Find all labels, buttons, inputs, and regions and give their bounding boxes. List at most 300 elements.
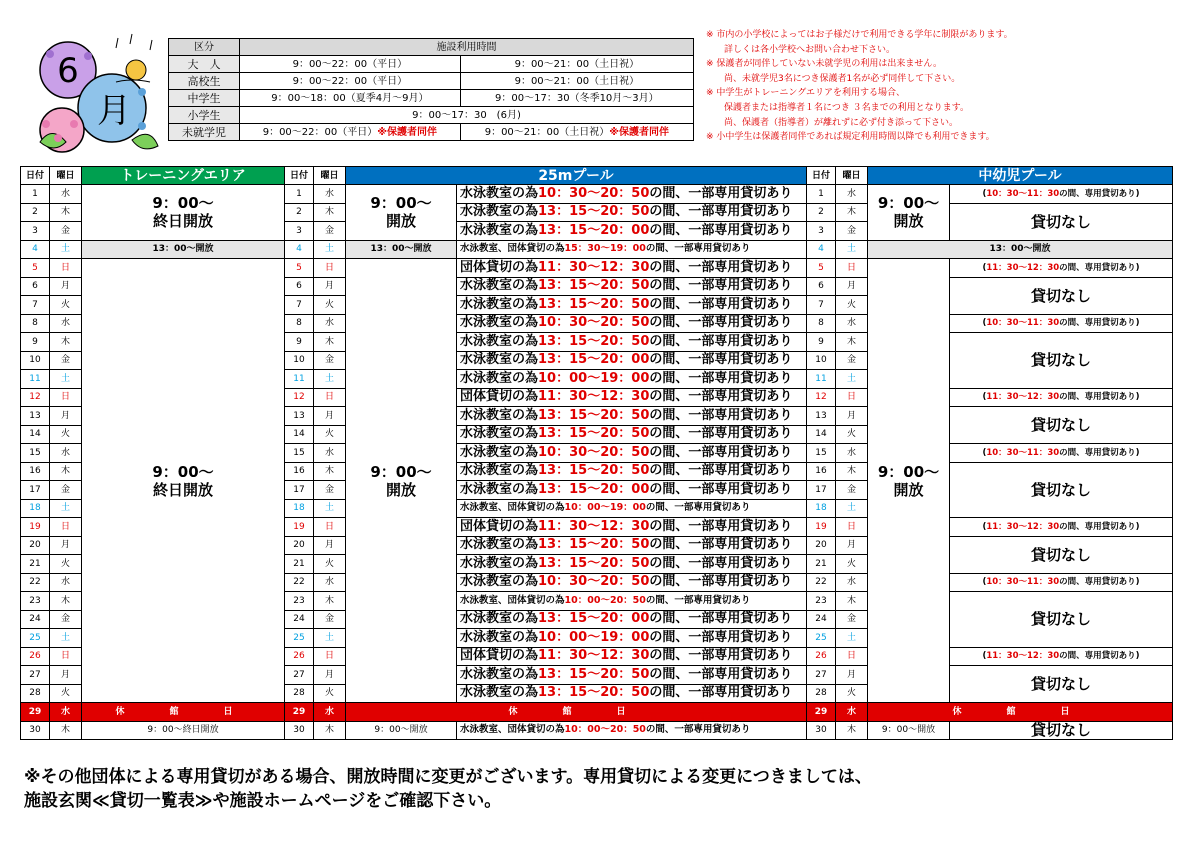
hours-preschool-weekend: 9：00～21：00（土日祝）※保護者同伴 <box>460 124 693 141</box>
dow-cell: 火 <box>50 296 82 315</box>
msg-post: 団体貸切の為 <box>507 724 565 736</box>
msg-pre: 水泳教室の為 <box>460 629 539 645</box>
msg-pre: 水泳教室の為 <box>460 666 539 682</box>
date-cell: 23 <box>285 592 314 611</box>
date-cell: 21 <box>807 555 836 574</box>
note-line: ※ 中学生がトレーニングエリアを利用する場合、 <box>706 88 906 99</box>
kids-no-rental: 貸切なし <box>950 277 1173 314</box>
msg-time: 10：00～19：00 <box>538 629 650 645</box>
date-cell: 17 <box>21 481 50 500</box>
note-post: の間、専用貸切あり) <box>1059 447 1140 458</box>
date-cell: 25 <box>807 629 836 648</box>
msg-pre: 水泳教室の為 <box>460 685 539 701</box>
msg-time: 10：30～20：50 <box>538 315 650 331</box>
dow-cell: 日 <box>314 388 346 407</box>
dow-cell: 日 <box>50 259 82 278</box>
note-line: 詳しくは各小学校へお問い合わせ下さい。 <box>724 44 896 55</box>
pool-rental-msg <box>457 333 807 352</box>
date-cell: 1 <box>285 185 314 204</box>
date-cell: 2 <box>21 203 50 222</box>
msg-post: の間、一部専用貸切あり <box>649 426 793 442</box>
msg-post: の間、一部専用貸切あり <box>649 259 793 275</box>
col-dow: 曜日 <box>836 167 868 185</box>
pool-rental-msg <box>457 388 807 407</box>
kids-rental-note <box>950 185 1173 204</box>
note-line: 尚、未就学児3名につき保護者1名が必ず同伴して下さい。 <box>724 73 961 84</box>
dow-cell: 日 <box>836 518 868 537</box>
pool-sat-open: 13：00～開放 <box>346 240 457 259</box>
msg-pre: 水泳教室の為 <box>460 204 539 220</box>
date-cell: 25 <box>285 629 314 648</box>
msg-pre: 団体貸切の為 <box>460 389 539 405</box>
date-cell: 13 <box>21 407 50 426</box>
dow-cell: 火 <box>314 555 346 574</box>
dow-cell: 金 <box>50 222 82 241</box>
pool-rental-msg <box>457 370 807 389</box>
date-cell: 22 <box>21 573 50 592</box>
msg-pre: 水泳教室の為 <box>460 574 539 590</box>
dow-cell: 日 <box>314 518 346 537</box>
msg-time: 13：15～20：00 <box>538 352 650 368</box>
msg-post: の間、一部専用貸切あり <box>649 444 793 460</box>
date-cell: 19 <box>807 518 836 537</box>
msg-pre: 水泳教室、団体貸切の為 <box>460 243 565 255</box>
dow-cell: 水 <box>314 573 346 592</box>
dow-cell: 月 <box>314 536 346 555</box>
date-cell: 5 <box>285 259 314 278</box>
note-pre: ( <box>982 651 987 662</box>
date-cell: 25 <box>21 629 50 648</box>
date-cell: 3 <box>21 222 50 241</box>
dow-cell: 火 <box>50 425 82 444</box>
date-cell: 9 <box>21 333 50 352</box>
date-cell: 28 <box>285 684 314 703</box>
dow-cell: 日 <box>836 259 868 278</box>
msg-time: 11：30～12：30 <box>538 648 650 664</box>
date-cell: 8 <box>21 314 50 333</box>
date-cell: 28 <box>21 684 50 703</box>
schedule-row <box>21 240 1173 259</box>
dow-cell: 月 <box>836 666 868 685</box>
msg-post: の間、一部専用貸切あり <box>649 611 793 627</box>
date-cell: 19 <box>285 518 314 537</box>
msg-time: 10：30～20：50 <box>538 444 650 460</box>
dow-cell: 金 <box>50 481 82 500</box>
pool-rental-msg <box>457 259 807 278</box>
date-cell: 2 <box>285 203 314 222</box>
kids-sat-open: 13：00～開放 <box>868 240 1173 259</box>
kids-no-rental: 貸切なし <box>950 407 1173 444</box>
date-cell: 5 <box>21 259 50 278</box>
kids-day30: 9：00～開放 <box>868 721 950 740</box>
dow-cell: 土 <box>50 370 82 389</box>
schedule-row <box>21 721 1173 740</box>
hours-header-title: 施設利用時間 <box>240 39 694 56</box>
pool-open <box>346 185 457 241</box>
note-time: 10：30～11：30 <box>986 318 1060 329</box>
dow-cell: 土 <box>50 240 82 259</box>
hours-elementary: 9：00～17：30 (6月) <box>240 107 694 124</box>
col-date: 日付 <box>21 167 50 185</box>
date-cell: 14 <box>21 425 50 444</box>
dow-cell: 土 <box>836 499 868 518</box>
dow-cell: 木 <box>50 462 82 481</box>
dow-cell: 水 <box>836 703 868 722</box>
training-closed: 休 館 日 <box>82 703 285 722</box>
date-cell: 6 <box>21 277 50 296</box>
kids-open <box>868 259 950 703</box>
msg-pre: 水泳教室の為 <box>460 370 539 386</box>
dow-cell: 火 <box>314 684 346 703</box>
date-cell: 10 <box>285 351 314 370</box>
pool-rental-msg <box>457 555 807 574</box>
dow-cell: 木 <box>314 333 346 352</box>
kids-rental-note <box>950 518 1173 537</box>
dow-cell: 木 <box>314 721 346 740</box>
dow-cell: 金 <box>836 222 868 241</box>
date-cell: 17 <box>807 481 836 500</box>
msg-post: の間、一部専用貸切あり <box>649 278 793 294</box>
msg-pre: 水泳教室の為 <box>460 333 539 349</box>
dow-cell: 木 <box>50 333 82 352</box>
date-cell: 8 <box>285 314 314 333</box>
msg-post: の間、一部専用貸切あり <box>645 243 751 255</box>
pool-open-text: 9：00～ 開放 <box>370 194 432 231</box>
date-cell: 14 <box>807 425 836 444</box>
pool-rental-msg <box>457 499 807 518</box>
date-cell: 19 <box>21 518 50 537</box>
date-cell: 2 <box>807 203 836 222</box>
note-line: 尚、保護者（指導者）が離れずに必ず付き添って下さい。 <box>724 117 959 128</box>
pool-day30: 9：00～開放 <box>346 721 457 740</box>
pool-rental-msg <box>457 296 807 315</box>
date-cell: 26 <box>807 647 836 666</box>
pool-rental-msg <box>457 277 807 296</box>
kids-open <box>868 185 950 241</box>
date-cell: 9 <box>285 333 314 352</box>
dow-cell: 火 <box>50 555 82 574</box>
kids-no-rental: 貸切なし <box>950 536 1173 573</box>
msg-post: の間、一部専用貸切あり <box>649 666 793 682</box>
date-cell: 30 <box>21 721 50 740</box>
note-pre: ( <box>982 318 987 329</box>
kids-rental-note <box>950 444 1173 463</box>
dow-cell: 木 <box>836 592 868 611</box>
hours-summer: 9：00～18：00（夏季4月～9月） <box>240 90 461 107</box>
date-cell: 27 <box>21 666 50 685</box>
dow-cell: 水 <box>836 314 868 333</box>
hours-row-label: 小学生 <box>169 107 240 124</box>
note-pre: ( <box>982 577 987 588</box>
msg-time: 10：30～20：50 <box>538 185 650 201</box>
date-cell: 15 <box>807 444 836 463</box>
msg-post: の間、一部専用貸切あり <box>649 185 793 201</box>
footer-line: ※その他団体による専用貸切がある場合、開放時間に変更がございます。専用貸切による変更につきましては、 <box>24 767 872 787</box>
msg-post: の間、一部専用貸切あり <box>649 333 793 349</box>
note-time: 11：30～12：30 <box>986 651 1060 662</box>
msg-post: の間、一部専用貸切あり <box>649 537 793 553</box>
dow-cell: 月 <box>50 536 82 555</box>
msg-time: 10：00～19：00 <box>538 370 650 386</box>
kids-open-text: 9：00～ 開放 <box>877 194 940 231</box>
dow-cell: 金 <box>836 481 868 500</box>
pool-rental-msg <box>457 203 807 222</box>
dow-cell: 月 <box>314 277 346 296</box>
pool-rental-msg <box>457 425 807 444</box>
msg-pre: 水泳教室の為 <box>460 185 539 201</box>
msg-post: の間、一部専用貸切あり <box>649 463 793 479</box>
footer-line: 施設玄関≪貸切一覧表≫や施設ホームページをご確認下さい。 <box>24 791 502 811</box>
pool-rental-msg <box>457 314 807 333</box>
training-open-text: 9：00～ 終日開放 <box>152 462 214 499</box>
date-cell: 29 <box>807 703 836 722</box>
msg-pre: 水泳教室の為 <box>460 444 539 460</box>
dow-cell: 火 <box>836 296 868 315</box>
pool-rental-msg <box>457 610 807 629</box>
kids-open-text: 9：00～ 開放 <box>877 462 940 499</box>
dow-cell: 月 <box>836 407 868 426</box>
kids-rental-note <box>950 573 1173 592</box>
note-post: の間、専用貸切あり) <box>1059 188 1140 199</box>
dow-cell: 水 <box>50 185 82 204</box>
date-cell: 9 <box>807 333 836 352</box>
hours-weekday: 9：00～22：00（平日） <box>240 56 461 73</box>
dow-cell: 月 <box>50 277 82 296</box>
dow-cell: 月 <box>836 536 868 555</box>
date-cell: 18 <box>285 499 314 518</box>
date-cell: 17 <box>285 481 314 500</box>
date-cell: 15 <box>285 444 314 463</box>
facility-hours-table <box>168 38 694 141</box>
msg-time: 13：15～20：50 <box>538 685 650 701</box>
dow-cell: 土 <box>314 499 346 518</box>
note-line: ※ 保護者が同伴していない未就学児の利用は出来ません。 <box>706 59 942 70</box>
kids-no-rental: 貸切なし <box>950 462 1173 518</box>
date-cell: 22 <box>285 573 314 592</box>
date-cell: 7 <box>285 296 314 315</box>
kids-no-rental: 貸切なし <box>950 721 1173 740</box>
pool-rental-msg <box>457 684 807 703</box>
msg-post: の間、一部専用貸切あり <box>649 389 793 405</box>
notes-block <box>706 28 1186 145</box>
date-cell: 30 <box>285 721 314 740</box>
kids-no-rental: 貸切なし <box>950 666 1173 703</box>
msg-time: 13：15～20：50 <box>538 537 650 553</box>
date-cell: 20 <box>285 536 314 555</box>
dow-cell: 木 <box>50 203 82 222</box>
date-cell: 16 <box>807 462 836 481</box>
dow-cell: 水 <box>314 444 346 463</box>
msg-pre: 水泳教室の為 <box>460 481 539 497</box>
date-cell: 24 <box>21 610 50 629</box>
msg-post: の間、一部専用貸切あり <box>649 648 793 664</box>
dow-cell: 木 <box>836 462 868 481</box>
dow-cell: 火 <box>836 555 868 574</box>
date-cell: 28 <box>807 684 836 703</box>
date-cell: 13 <box>807 407 836 426</box>
date-cell: 23 <box>21 592 50 611</box>
msg-time: 13：15～20：50 <box>538 407 650 423</box>
pool-rental-msg <box>457 185 807 204</box>
date-cell: 11 <box>285 370 314 389</box>
msg-post: の間、一部専用貸切あり <box>649 370 793 386</box>
msg-pre: 水泳教室、団体貸切の為 <box>460 594 565 606</box>
date-cell: 10 <box>21 351 50 370</box>
msg-time: 13：15～20：50 <box>538 296 650 312</box>
date-cell: 7 <box>807 296 836 315</box>
kids-rental-note <box>950 259 1173 278</box>
kids-rental-note <box>950 647 1173 666</box>
dow-cell: 金 <box>50 610 82 629</box>
kids-no-rental: 貸切なし <box>950 592 1173 648</box>
msg-pre: 団体貸切の為 <box>460 259 539 275</box>
msg-time: 13：15～20：50 <box>538 426 650 442</box>
training-day30: 9：00～終日開放 <box>82 721 285 740</box>
hours-weekend: 9：00～21：00（土日祝） <box>460 56 693 73</box>
date-cell: 1 <box>21 185 50 204</box>
msg-post: の間、一部専用貸切あり <box>645 594 751 606</box>
col-dow: 曜日 <box>314 167 346 185</box>
note-post: の間、専用貸切あり) <box>1059 318 1140 329</box>
dow-cell: 金 <box>836 610 868 629</box>
msg-post: の間、一部専用貸切あり <box>649 518 793 534</box>
date-cell: 18 <box>807 499 836 518</box>
msg-time: 13：15～20：00 <box>538 222 650 238</box>
dow-cell: 日 <box>314 647 346 666</box>
note-time: 10：30～11：30 <box>986 577 1060 588</box>
msg-pre: 水泳教室の為 <box>460 278 539 294</box>
dow-cell: 金 <box>836 351 868 370</box>
msg-post: の間、一部専用貸切あり <box>645 502 751 514</box>
dow-cell: 土 <box>314 629 346 648</box>
msg-time: 13：15～20：50 <box>538 204 650 220</box>
date-cell: 24 <box>285 610 314 629</box>
msg-pre: 水泳教室、 <box>460 724 508 736</box>
msg-post: の間、一部専用貸切あり <box>649 315 793 331</box>
date-cell: 1 <box>807 185 836 204</box>
msg-pre: 水泳教室の為 <box>460 426 539 442</box>
msg-pre: 水泳教室の為 <box>460 222 539 238</box>
date-cell: 24 <box>807 610 836 629</box>
date-cell: 20 <box>21 536 50 555</box>
msg-pre: 団体貸切の為 <box>460 518 539 534</box>
pool-rental-msg <box>457 462 807 481</box>
dow-cell: 土 <box>50 629 82 648</box>
note-post: の間、専用貸切あり) <box>1059 392 1140 403</box>
training-open <box>82 185 285 241</box>
msg-time: 13：15～20：50 <box>538 463 650 479</box>
dow-cell: 月 <box>314 666 346 685</box>
msg-pre: 水泳教室、団体貸切の為 <box>460 502 565 514</box>
date-cell: 4 <box>21 240 50 259</box>
note-post: の間、専用貸切あり) <box>1059 262 1140 273</box>
date-cell: 26 <box>21 647 50 666</box>
pool-rental-msg <box>457 721 807 740</box>
date-cell: 15 <box>21 444 50 463</box>
date-cell: 7 <box>21 296 50 315</box>
dow-cell: 日 <box>50 647 82 666</box>
msg-pre: 水泳教室の為 <box>460 611 539 627</box>
msg-post: の間、一部専用貸切あり <box>649 629 793 645</box>
msg-pre: 水泳教室の為 <box>460 555 539 571</box>
dow-cell: 金 <box>314 351 346 370</box>
pool-rental-msg <box>457 518 807 537</box>
dow-cell: 火 <box>836 425 868 444</box>
note-time: 11：30～12：30 <box>986 262 1060 273</box>
date-cell: 22 <box>807 573 836 592</box>
hours-weekend: 9：00～21：00（土日祝） <box>460 73 693 90</box>
msg-time: 11：30～12：30 <box>538 518 650 534</box>
date-cell: 30 <box>807 721 836 740</box>
msg-post: の間、一部専用貸切あり <box>649 407 793 423</box>
kids-no-rental: 貸切なし <box>950 203 1173 240</box>
pool-rental-msg <box>457 573 807 592</box>
dow-cell: 土 <box>836 629 868 648</box>
date-cell: 4 <box>807 240 836 259</box>
date-cell: 29 <box>21 703 50 722</box>
msg-post: の間、一部専用貸切あり <box>649 222 793 238</box>
date-cell: 27 <box>807 666 836 685</box>
schedule-row <box>21 703 1173 722</box>
dow-cell: 木 <box>50 721 82 740</box>
schedule-table <box>20 166 1173 740</box>
msg-pre: 水泳教室の為 <box>460 537 539 553</box>
pool-rental-msg <box>457 666 807 685</box>
dow-cell: 火 <box>836 684 868 703</box>
msg-time: 13：15～20：50 <box>538 666 650 682</box>
date-cell: 3 <box>807 222 836 241</box>
training-open <box>82 259 285 703</box>
date-cell: 8 <box>807 314 836 333</box>
dow-cell: 土 <box>50 499 82 518</box>
msg-time: 10：00～20：50 <box>564 594 646 606</box>
msg-post: の間、一部専用貸切あり <box>649 574 793 590</box>
pool-closed: 休 館 日 <box>346 703 807 722</box>
msg-time: 10：30～20：50 <box>538 574 650 590</box>
pool-rental-msg <box>457 444 807 463</box>
dow-cell: 火 <box>50 684 82 703</box>
date-cell: 14 <box>285 425 314 444</box>
date-cell: 20 <box>807 536 836 555</box>
pool-open <box>346 259 457 703</box>
msg-time: 13：15～20：00 <box>538 481 650 497</box>
dow-cell: 水 <box>50 444 82 463</box>
dow-cell: 水 <box>836 573 868 592</box>
hours-weekday: 9：00～22：00（平日） <box>240 73 461 90</box>
msg-time: 10：00～19：00 <box>564 502 646 514</box>
note-line: 保護者または指導者１名につき ３名までの利用となります。 <box>724 102 969 113</box>
pool-rental-msg <box>457 481 807 500</box>
month-number: 6 <box>57 51 79 91</box>
dow-cell: 月 <box>836 277 868 296</box>
dow-cell: 金 <box>314 481 346 500</box>
date-cell: 13 <box>285 407 314 426</box>
date-cell: 5 <box>807 259 836 278</box>
kids-no-rental: 貸切なし <box>950 333 1173 389</box>
msg-time: 15：30～19：00 <box>564 243 646 255</box>
date-cell: 12 <box>21 388 50 407</box>
note-pre: ( <box>982 521 987 532</box>
dow-cell: 水 <box>836 444 868 463</box>
dow-cell: 月 <box>314 407 346 426</box>
pool-rental-msg <box>457 536 807 555</box>
pool-rental-msg <box>457 592 807 611</box>
dow-cell: 土 <box>314 370 346 389</box>
dow-cell: 日 <box>314 259 346 278</box>
dow-cell: 火 <box>314 296 346 315</box>
schedule-row <box>21 185 1173 204</box>
dow-cell: 火 <box>314 425 346 444</box>
